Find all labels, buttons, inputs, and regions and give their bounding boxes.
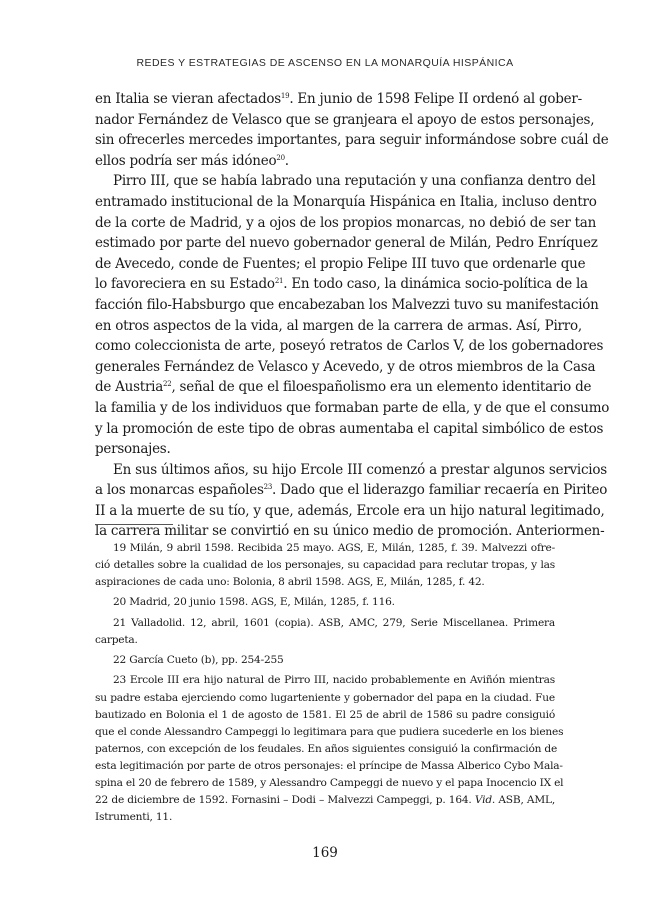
text-line: personajes. [95,441,171,458]
footnote [95,540,555,591]
text-line [95,377,592,398]
footnote [95,594,555,611]
text-line: En sus últimos años, su hijo Ercole III comenzó a prestar algunos servicios [113,461,607,478]
page-number: 169 [312,845,338,861]
footnote-line: 19 Milán, 9 abril 1598. Recibida 25 mayo. AGS, E, Milán, 1285, f. 39. Malvezzi ofre- [113,542,555,554]
text-fragment: a los monarcas españoles [95,482,264,499]
footnote-ref[interactable]: 19 [280,92,290,100]
footnote-line: paternos, con excepción de los feudales. En años siguientes consiguió la confirmación de [95,742,558,755]
footnote-line: esta legitimación por parte de otros personajes: el príncipe de Massa Alberico Cybo Mala- [95,759,563,772]
footnote-separator [95,524,173,525]
text-fragment: en Italia se vieran afectados [95,91,281,107]
footnote-line: aspiraciones de cada uno: Bolonia, 8 abril 1598. AGS, E, Milán, 1285, f. 42. [95,576,485,589]
text-line [95,480,608,501]
text-fragment: . En junio de 1598 Felipe II ordenó al gober- [289,91,582,107]
footnote-line: que el conde Alessandro Campeggi lo legitimara para que pudiera sucederle en los bienes [95,725,564,738]
footnote-line: carpeta. [95,633,138,646]
text-line: Pirro III, que se había labrado una reputación y una confianza dentro del [113,173,596,190]
footnote-line: 22 García Cueto (b), pp. 254-255 [113,654,284,667]
running-head: REDES Y ESTRATEGIAS DE ASCENSO EN LA MONARQUÍA HISPÁNICA [136,57,514,69]
text-line [95,151,555,172]
text-line: de la corte de Madrid, y a ojos de los propios monarcas, no debió de ser tan [95,214,597,231]
text-fragment: lo favoreciera en su Estado [95,276,275,293]
text-fragment: , señal de que el filoespañolismo era un elemento identitario de [171,379,592,396]
text-fragment: . En todo caso, la dinámica socio-política de la [283,276,588,293]
footnote-line: 23 Ercole III era hijo natural de Pirro III, nacido probablemente en Aviñón mientras [113,674,555,687]
footnote-ref[interactable]: 23 [263,483,273,492]
text-line: nador Fernández de Velasco que se granjeara el apoyo de estos personajes, [95,111,595,128]
main-text [95,89,610,542]
text-line: y la promoción de este tipo de obras aumentaba el capital simbólico de estos [95,420,604,437]
text-line: la carrera militar se convirtió en su único medio de promoción. Anteriormen- [95,523,605,540]
footnotes [95,540,564,829]
text-line: de Avecedo, conde de Fuentes; el propio Felipe III tuvo que ordenarle que [95,255,586,272]
footnote-line: ció detalles sobre la cualidad de los personajes, su capacidad para reclutar tropas, y las [95,559,555,572]
footnote-ref[interactable]: 22 [163,380,172,389]
footnote-line: Istrumenti, 11. [95,811,173,824]
text-line: sin ofrecerles mercedes importantes, para seguir informándose sobre cuál de [95,132,609,149]
text-line: II a la muerte de su tío, y que, además, Ercole era un hijo natural legitimado, [95,502,605,519]
vid-abbrev: Vid. [474,794,496,807]
text-line: entramado institucional de la Monarquía Hispánica en Italia, incluso dentro [95,193,597,210]
footnote [95,652,555,669]
text-line: la familia y de los individuos que formaban parte de ella, y de que el consumo [95,399,610,416]
text-line: facción filo-Habsburgo que encabezaban los Malvezzi tuvo su manifestación [95,296,599,313]
footnote [95,615,555,649]
text-line: estimado por parte del nuevo gobernador general de Milán, Pedro Enríquez [95,235,598,252]
footnote-ref[interactable]: 21 [274,277,284,286]
footnote-line: 22 de diciembre de 1592. Fornasini – Dodi – Malvezzi Campeggi, p. 164. Vid. ASB, AML, [95,794,556,807]
text-fragment: . Dado que el liderazgo familiar recaería en Piriteo [272,482,608,499]
footnote-line: bautizado en Bolonia el 1 de agosto de 1581. El 25 de abril de 1586 su padre consiguió [95,708,555,721]
text-fragment: ellos podría ser más idóneo [95,152,277,169]
text-line [95,89,582,110]
text-fragment: de Austria [95,379,164,396]
footnote-line: spina el 20 de febrero de 1589, y Alessandro Campeggi de nuevo y el papa Inocencio IX el [95,776,564,789]
text-fragment: . [284,152,289,169]
text-line [95,274,588,295]
footnote-ref[interactable]: 20 [276,153,285,162]
text-line: como coleccionista de arte, poseyó retratos de Carlos V, de los gobernadores [95,338,604,355]
text-line: en otros aspectos de la vida, al margen de la carrera de armas. Así, Pirro, [95,317,582,334]
footnote-line: su padre estaba ejerciendo como lugarteniente y gobernador del papa en la ciudad. Fue [95,691,555,704]
footnote-line: 21 Valladolid. 12, abril, 1601 (copia). ASB, AMC, 279, Serie Miscellanea. Primera [113,616,555,629]
text-line: generales Fernández de Velasco y Acevedo, y de otros miembros de la Casa [95,358,596,375]
footnote-line: 20 Madrid, 20 junio 1598. AGS, E, Milán, 1285, f. 116. [113,596,395,609]
footnote [95,672,564,826]
